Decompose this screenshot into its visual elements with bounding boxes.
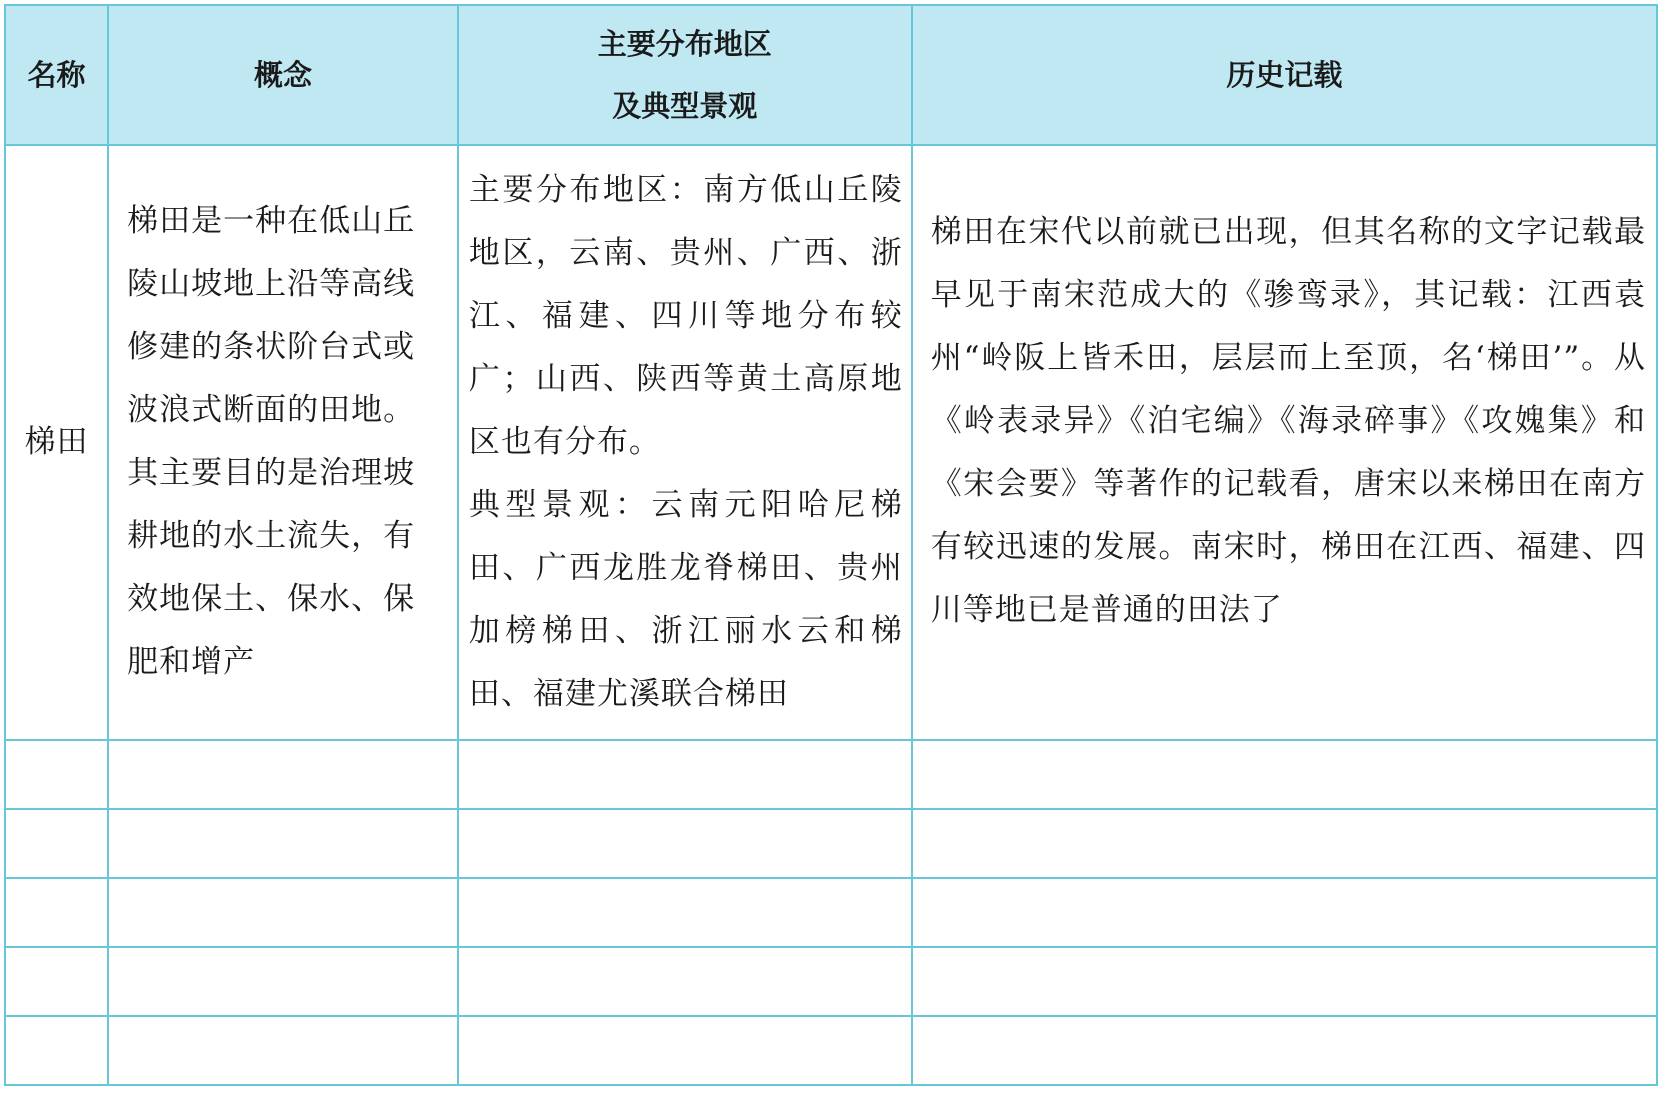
empty-row (5, 947, 1657, 1016)
empty-row (5, 740, 1657, 809)
history-text: 梯田在宋代以前就已出现，但其名称的文字记载最早见于南宋范成大的《骖鸾录》，其记载：江西袁州“岭阪上皆禾田，层层而上至顶，名‘梯田’”。从《岭表录异》《泊宅编》《海录碎事》《攻媿集》和《宋会要》等著作的记载看，唐宋以来梯田在南方有较迅速的发展。南宋时，梯田在江西、福建、四川等地已是普通的田法了 (930, 213, 1646, 628)
empty-row (5, 809, 1657, 878)
cell-distribution (458, 145, 912, 740)
header-distribution-line2: 及典型景观 (612, 89, 758, 123)
table-row (5, 145, 1657, 740)
table-header (5, 5, 1657, 145)
empty-cell (912, 947, 1657, 1016)
empty-cell (108, 740, 458, 809)
cell-concept: 梯田是一种在低山丘陵山坡地上沿等高线修建的条状阶台式或波浪式断面的田地。其主要目的是治理坡耕地的水土流失，有效地保土、保水、保肥和增产 (108, 145, 458, 740)
empty-cell (5, 809, 108, 878)
header-distribution-line1: 主要分布地区 (597, 27, 772, 61)
empty-cell (5, 947, 108, 1016)
header-row (5, 5, 1657, 145)
table-body (5, 145, 1657, 1085)
empty-cell (912, 740, 1657, 809)
cell-name: 梯田 (5, 145, 108, 740)
empty-cell (458, 1016, 912, 1085)
empty-cell (108, 947, 458, 1016)
terrace-table-container (4, 4, 1658, 1086)
empty-cell (458, 947, 912, 1016)
empty-cell (912, 1016, 1657, 1085)
header-history: 历史记载 (912, 5, 1657, 145)
cell-history (912, 145, 1657, 740)
empty-cell (108, 809, 458, 878)
empty-cell (108, 1016, 458, 1085)
terrace-table (4, 4, 1658, 1086)
header-concept: 概念 (108, 5, 458, 145)
distribution-region-text: 主要分布地区：南方低山丘陵地区，云南、贵州、广西、浙江、福建、四川等地分布较广；山西、陕西等黄土高原地区也有分布。 (468, 171, 903, 460)
empty-cell (912, 878, 1657, 947)
empty-cell (5, 740, 108, 809)
empty-cell (5, 1016, 108, 1085)
empty-cell (912, 809, 1657, 878)
empty-cell (458, 809, 912, 878)
empty-cell (458, 878, 912, 947)
header-distribution (458, 5, 912, 145)
empty-cell (5, 878, 108, 947)
header-name: 名称 (5, 5, 108, 145)
typical-landscape-text: 典型景观：云南元阳哈尼梯田、广西龙胜龙脊梯田、贵州加榜梯田、浙江丽水云和梯田、福建尤溪联合梯田 (468, 486, 903, 712)
empty-cell (108, 878, 458, 947)
empty-cell (458, 740, 912, 809)
empty-row (5, 1016, 1657, 1085)
empty-row (5, 878, 1657, 947)
